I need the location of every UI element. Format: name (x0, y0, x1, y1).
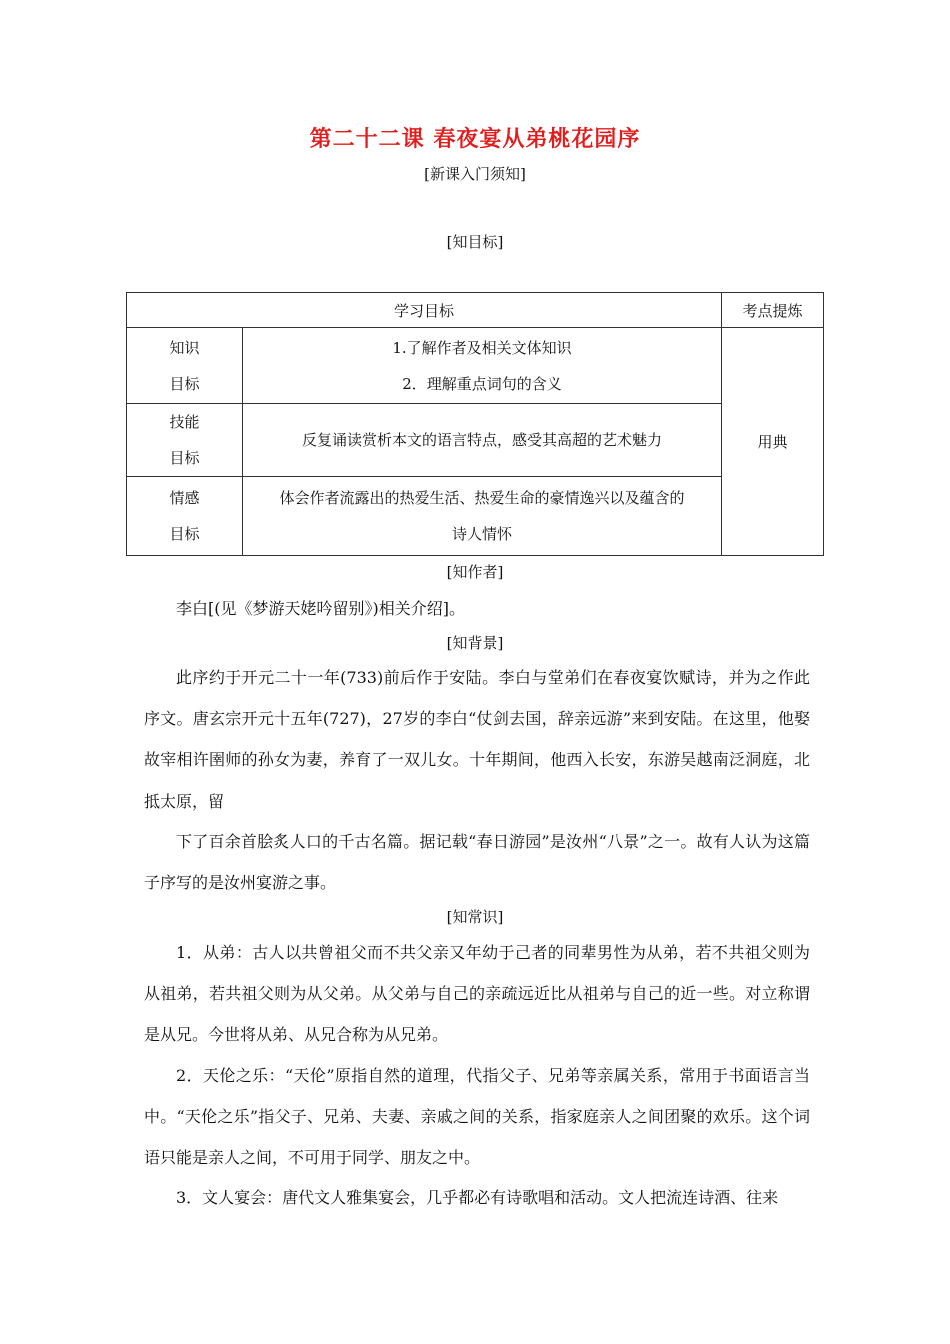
table-row (127, 328, 824, 404)
knowledge-item: 2．天伦之乐：“天伦”原指自然的道理，代指父子、兄弟等亲属关系，常用于书面语言当中。“天伦之乐”指父子、兄弟、夫妻、亲戚之间的关系，指家庭亲人之间团聚的欢乐。这个词语只能是亲人之间，不可用于同学、朋友之中。 (144, 1066, 810, 1168)
goal-text-line: 反复诵读赏析本文的语言特点，感受其高超的艺术魅力 (301, 431, 662, 449)
category-cell (127, 328, 243, 404)
goal-cell (243, 404, 722, 477)
goal-cell (243, 477, 722, 556)
goals-table (126, 292, 824, 556)
lesson-title: 第二十二课 春夜宴从弟桃花园序 (309, 126, 641, 152)
section-goals-heading: [知目标] (446, 233, 504, 251)
section-knowledge-heading: [知常识] (446, 908, 504, 926)
author-paragraph: 李白[(见《梦游天姥吟留别》)相关介绍]。 (176, 599, 465, 618)
section-author-heading: [知作者] (446, 563, 504, 581)
goal-text-line: 体会作者流露出的热爱生活、热爱生命的豪情逸兴以及蕴含的 (279, 489, 685, 507)
goal-text-line: 2．理解重点词句的含义 (402, 374, 562, 393)
category-line: 目标 (169, 449, 200, 467)
category-line: 知识 (169, 338, 200, 357)
category-cell (127, 477, 243, 556)
goal-cell (243, 328, 722, 404)
category-line: 目标 (169, 525, 200, 543)
section-background-heading: [知背景] (446, 634, 504, 652)
goal-text-line: 诗人情怀 (451, 525, 512, 543)
category-cell (127, 404, 243, 477)
header-goal: 学习目标 (127, 293, 722, 328)
knowledge-item: 1．从弟：古人以共曾祖父而不共父亲又年幼于己者的同辈男性为从弟，若不共祖父则为从祖弟，若共祖父则为从父弟。从父弟与自己的亲疏远近比从祖弟与自己的近一些。对立称谓是从兄。今世将从弟、从兄合称为从兄弟。 (144, 943, 810, 1045)
header-ref: 考点提炼 (722, 293, 824, 328)
table-row (127, 477, 824, 556)
category-line: 技能 (169, 413, 200, 431)
background-paragraph: 此序约于开元二十一年(733)前后作于安陆。李白与堂弟们在春夜宴饮赋诗，并为之作此序文。唐玄宗开元十五年(727)，27岁的李白“仗剑去国，辞亲远游”来到安陆。在这里，他娶故宰相许圉师的孙女为妻，养育了一双儿女。十年期间，他西入长安，东游吴越南泛洞庭，北抵太原，留 (144, 668, 810, 811)
ref-value-cell: 用典 (722, 328, 824, 556)
subtitle: [新课入门须知] (424, 165, 526, 183)
category-line: 情感 (169, 489, 200, 507)
table-row (127, 404, 824, 477)
table-header-row (127, 293, 824, 328)
knowledge-item: 3．文人宴会：唐代文人雅集宴会，几乎都必有诗歌唱和活动。文人把流连诗酒、往来 (176, 1188, 779, 1207)
category-line: 目标 (169, 374, 200, 393)
goal-text-line: 1.了解作者及相关文体知识 (392, 338, 572, 357)
background-paragraph: 下了百余首脍炙人口的千古名篇。据记载“春日游园”是汝州“八景”之一。故有人认为这篇子序写的是汝州宴游之事。 (144, 832, 810, 893)
